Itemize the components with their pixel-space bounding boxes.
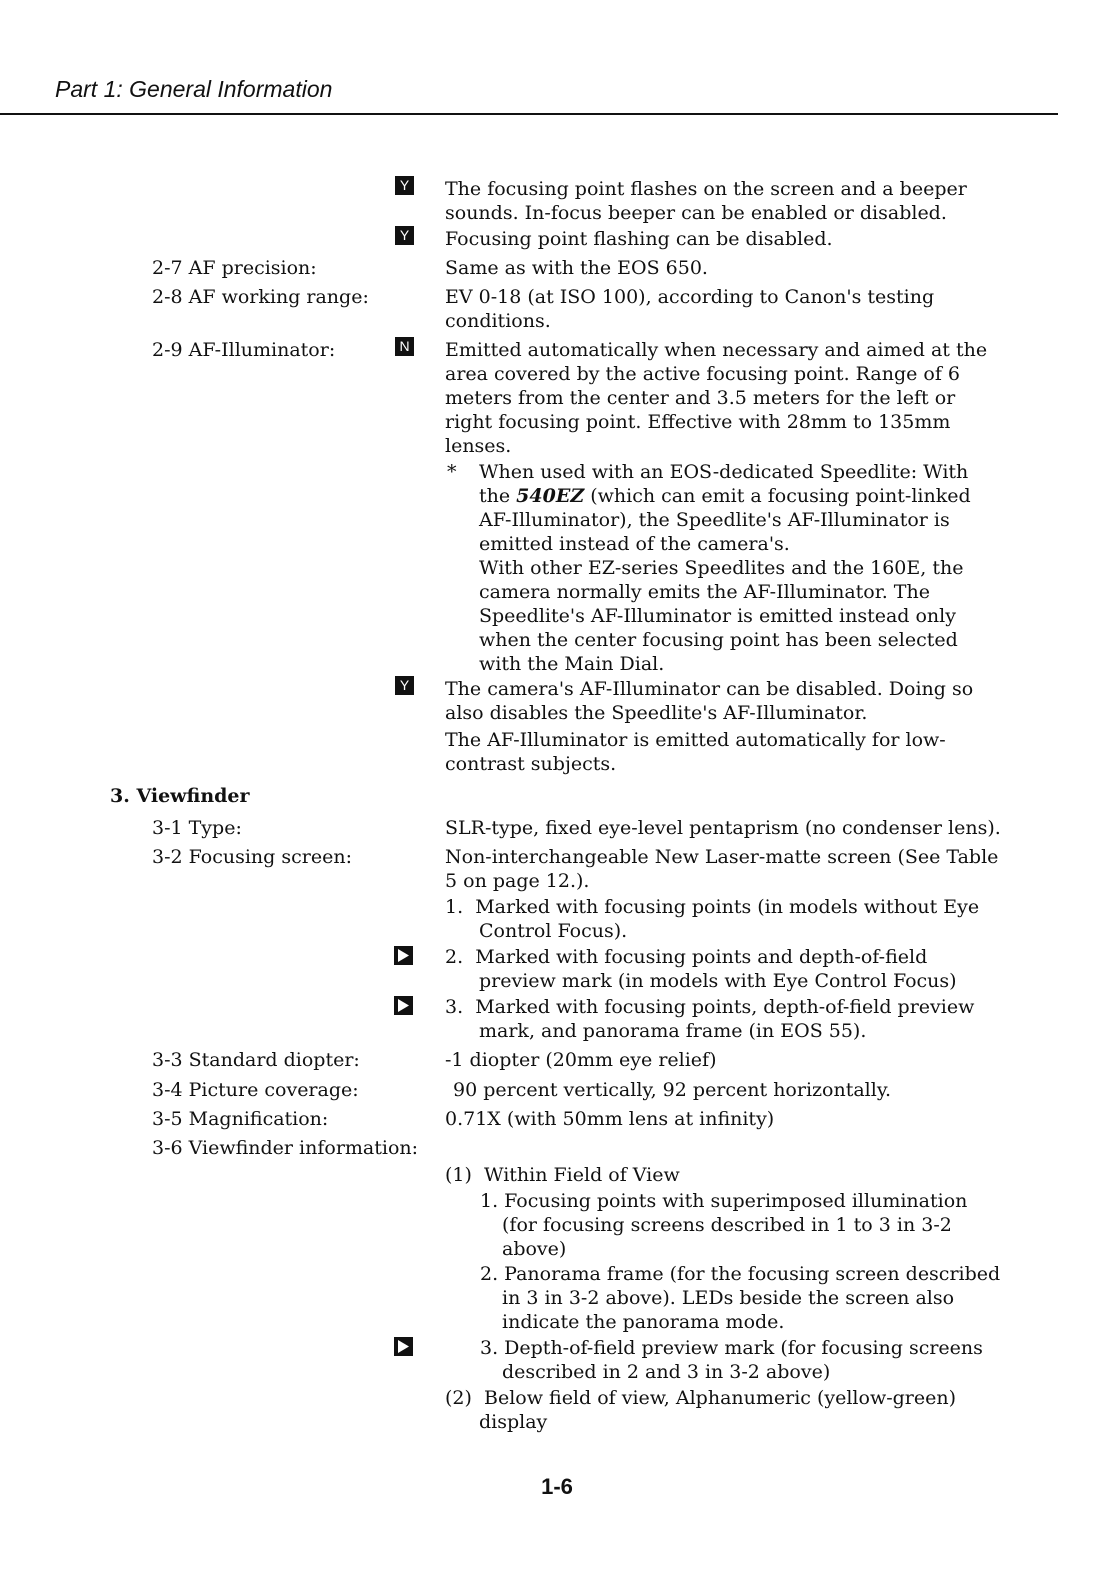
vf-info-fov-item: 2. Panorama frame (for the focusing screen described in 3 in 3-2 above). LEDs beside the screen also indicate the panorama mode. <box>480 1263 1001 1333</box>
af-precision-label: 2-7 AF precision: <box>152 257 317 279</box>
af-range-label: 2-8 AF working range: <box>152 286 369 308</box>
note-text-pre: When used with an EOS-dedicated Speedlite: With the <box>479 461 969 507</box>
vf-screen-item: 3. Marked with focusing points, depth-of-field preview mark, and panorama frame (in EOS 55). <box>445 996 975 1042</box>
header-rule <box>0 113 1058 115</box>
vf-info-fov-item: 1. Focusing points with superimposed illumination (for focusing screens described in 1 to 3 in 3-2 above) <box>480 1190 968 1260</box>
vf-coverage-value: 90 percent vertically, 92 percent horizontally. <box>453 1079 892 1101</box>
page-header-title: Part 1: General Information <box>55 76 333 102</box>
marker-y-badge: Y <box>395 226 414 245</box>
arrow-marker-icon <box>394 946 413 965</box>
marker-y-badge: Y <box>395 176 414 195</box>
af-illuminator-disable-text: The camera's AF-Illuminator can be disabled. Doing so also disables the Speedlite's AF-Illuminator. <box>445 678 974 724</box>
vf-diopter-label: 3-3 Standard diopter: <box>152 1049 360 1071</box>
vf-screen-item: 2. Marked with focusing points and depth-of-field preview mark (in models with Eye Control Focus) <box>445 946 957 992</box>
af-illuminator-lowcontrast-text: The AF-Illuminator is emitted automatically for low-contrast subjects. <box>445 729 946 775</box>
note-model: 540EZ <box>516 485 585 507</box>
vf-diopter-value: -1 diopter (20mm eye relief) <box>445 1049 717 1071</box>
af-illuminator-note-2: With other EZ-series Speedlites and the 160E, the camera normally emits the AF-Illuminator. The Speedlite's AF-Illuminator is emitted instead only when the center focusing point has been selected with the Main Dial. <box>479 557 964 675</box>
viewfinder-section-title: 3. Viewfinder <box>110 785 250 807</box>
af-flash-disable-text: Focusing point flashing can be disabled. <box>445 228 833 250</box>
vf-magnification-label: 3-5 Magnification: <box>152 1108 329 1130</box>
vf-screen-value: Non-interchangeable New Laser-matte screen (See Table 5 on page 12.). <box>445 846 999 892</box>
page-number: 1-6 <box>541 1474 573 1499</box>
vf-screen-item: 1. Marked with focusing points (in models without Eye Control Focus). <box>445 896 980 942</box>
af-illuminator-label: 2-9 AF-Illuminator: <box>152 339 336 361</box>
note-bullet: * <box>447 461 457 483</box>
vf-info-label: 3-6 Viewfinder information: <box>152 1137 419 1159</box>
arrow-marker-icon <box>394 996 413 1015</box>
vf-type-value: SLR-type, fixed eye-level pentaprism (no condenser lens). <box>445 817 1001 839</box>
af-illuminator-value: Emitted automatically when necessary and aimed at the area covered by the active focusing point. Range of 6 meters from the center and 3.5 meters for the left or right focusing point. Effective with 28mm to 135mm lenses. <box>445 339 988 457</box>
vf-magnification-value: 0.71X (with 50mm lens at infinity) <box>445 1108 775 1130</box>
af-flash-text: The focusing point flashes on the screen and a beeper sounds. In-focus beeper can be enabled or disabled. <box>445 178 967 224</box>
vf-screen-label: 3-2 Focusing screen: <box>152 846 352 868</box>
vf-coverage-label: 3-4 Picture coverage: <box>152 1079 359 1101</box>
note-text-post: (which can emit a focusing point-linked AF-Illuminator), the Speedlite's AF-Illuminator is emitted instead of the camera's. <box>479 485 971 555</box>
af-range-value: EV 0-18 (at ISO 100), according to Canon's testing conditions. <box>445 286 935 332</box>
arrow-marker-icon <box>394 1337 413 1356</box>
vf-type-label: 3-1 Type: <box>152 817 242 839</box>
vf-info-below-fov: (2) Below field of view, Alphanumeric (yellow-green) display <box>445 1387 957 1433</box>
vf-info-within-fov: (1) Within Field of View <box>445 1164 680 1186</box>
marker-y-badge: Y <box>395 676 414 695</box>
af-illuminator-note <box>479 460 1005 556</box>
vf-info-fov-item: 3. Depth-of-field preview mark (for focusing screens described in 2 and 3 in 3-2 above) <box>480 1337 983 1383</box>
af-precision-value: Same as with the EOS 650. <box>445 257 708 279</box>
marker-n-badge: N <box>395 337 414 356</box>
